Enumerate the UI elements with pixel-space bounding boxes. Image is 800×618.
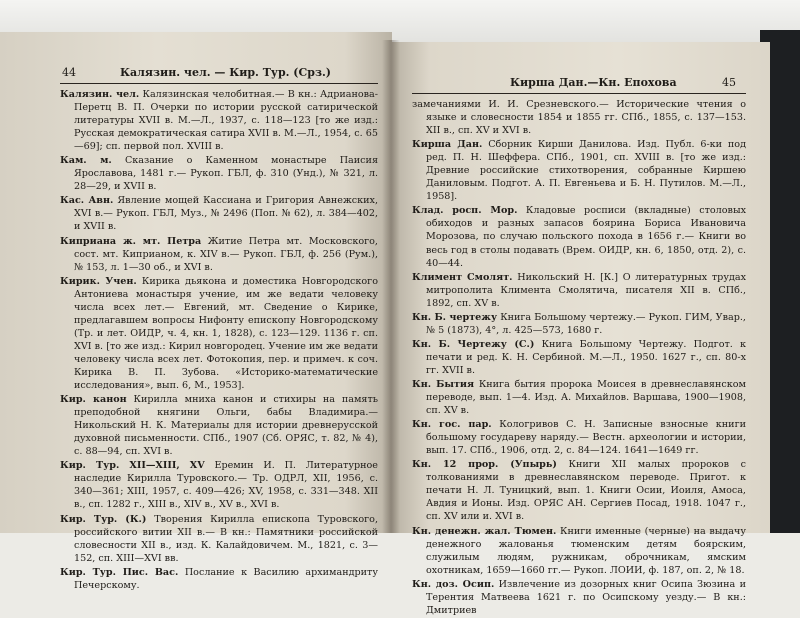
entry-abbreviation: Кн. Б. Чертежу (С.) [412,338,535,350]
bibliography-entry [60,393,378,458]
bibliography-entry [412,418,746,457]
entry-text: замечаниями И. И. Срезневского.— Исторические чтения о языке и словесности 1854 и 1855 гг. СПб., 1855, с. 137—153. XII в., сп. XV и XVI в. [412,99,746,137]
entry-text: Еремин И. П. Литературное наследие Кирилла Туровского.— Тр. ОДРЛ, XII, 1956, с. 340—361; XIII, 1957, с. 409—426; XV, 1958, с. 331—348. XII в., сп. 1282 г., XIII в., XIV в., XV в., XVI в. [74,460,378,511]
right-page-body [412,98,746,618]
entry-abbreviation: Кир. Тур. (К.) [60,513,147,525]
right-header-rule [412,93,746,94]
bibliography-entry [412,138,746,203]
right-running-head: Кирша Дан.—Кн. Епохова [510,76,677,89]
entry-text: Кологривов С. Н. Записные взносные книги большому государеву наряду.— Вестн. археологии и истории, вып. 17. СПб., 1906, отд. 2, с. 84—124. 1641—1649 гг. [426,419,746,457]
entry-text: Сборник Кирши Данилова. Изд. Публ. 6-ки под ред. П. Н. Шеффера. СПб., 1901, сп. XVIII в. [то же изд.: Древние российские стихотворения, собранные Киршею Даниловым. Подгот. А. П. Евгеньева и Б. Н. Путилов. М.—Л., 1958]. [426,139,746,203]
entry-text: Извлечение из дозорных книг Осипа Зюзина и Терентия Матвеева 1621 г. по Осипскому уезду.— В кн.: Дмитриев [426,578,746,616]
entry-abbreviation: Киприана ж. мт. Петра [60,235,202,247]
entry-text: Явление мощей Кассиана и Григория Авнежских, XVI в.— Рукоп. ГБЛ, Муз., № 2496 (Поп. № 62), л. 384—402, и XVII в. [74,195,378,233]
bibliography-entry [412,578,746,617]
bibliography-entry [412,378,746,417]
right-page [392,42,770,616]
bibliography-entry [60,154,378,193]
entry-text: Кирилла мниха канон и стихиры на память преподобной княгини Ольги, бабы Владимира.— Никольский Н. К. Материалы для истории древнерусской духовной письменности. СПб., 1907 (Сб. ОРЯС, т. 82, № 4), с. 88—94, сп. XVI в. [74,394,378,458]
right-page-number: 45 [722,76,736,89]
entry-abbreviation: Кн. Б. чертежу [412,311,498,323]
entry-text: Книги XII малых пророков с толкованиями в древнеславянском переводе. Пригот. к печати Н. Л. Туницкий, вып. 1. Книги Осии, Иоиля, Амоса, Авдия и Ионы. Изд. ОРЯС АН. Сергиев Посад, 1918. 1047 г., сп. XV или и. XVI в. [426,459,746,523]
bibliography-entry [60,459,378,511]
entry-text: Книги именные (черные) на выдачу денежного жалованья тюменским детям боярским, служилым людям, ружникам, оброчникам, ямским охотникам, 1659—1660 гг.— Рукоп. ЛОИИ, ф. 187, оп. 2, № 18. [426,525,746,576]
bibliography-entry [60,566,378,592]
entry-abbreviation: Климент Смолят. [412,271,513,283]
entry-text: Творения Кирилла епископа Туровского, российского витии XII в.— В кн.: Памятники российской словесности XII в., изд. К. Калайдовичем. М., 1821, с. 3—152, сп. XIII—XVI вв. [74,513,378,564]
entry-text: Книга бытия пророка Моисея в древнеславянском переводе, вып. 1—4. Изд. А. Михайлов. Варшава, 1900—1908, сп. XV в. [426,378,746,417]
entry-abbreviation: Калязин. чел. [60,89,140,100]
entry-abbreviation: Кир. Тур. Пис. Вас. [60,566,179,578]
entry-text: Калязинская челобитная.— В кн.: Адрианова-Перетц В. П. Очерки по истории русской сатирической литературы XVII в. М.—Л., 1937, с. 118—123 [то же изд.: Русская демократическая сатира XVII в. М.—Л., 1954, с. 65—69]; сп. первой пол. XVIII в. [74,89,378,153]
bibliography-entry [60,513,378,565]
bibliography-entry [412,98,746,137]
bibliography-entry [60,275,378,392]
entry-text: Житие Петра мт. Московского, сост. мт. Киприаном, к. XIV в.— Рукоп. ГБЛ, ф. 256 (Рум.), № 153, л. 1—30 об., и XVI в. [74,235,378,273]
bibliography-entry [412,271,746,310]
entry-abbreviation: Кирик. Учен. [60,275,137,287]
entry-abbreviation: Кн. Бытия [412,378,475,390]
book-gutter-shadow [382,40,400,533]
entry-abbreviation: Кн. доз. Осип. [412,578,495,590]
entry-text: Кладовые росписи (вкладные) столовых обиходов и разных запасов боярина Бориса Ивановича Морозова, по случаю польского похода в 1656 г.— Книги во весь год в столы подавать (Врем. ОИДР, кн. 6, 1850, отд. 2), с. 40—44. [426,205,746,269]
bibliography-entry [60,235,378,274]
left-header-rule [60,83,378,84]
entry-text: Сказание о Каменном монастыре Паисия Ярославова, 1481 г.— Рукоп. ГБЛ, ф. 310 (Унд.), № 321, л. 28—29, и XVII в. [74,155,378,193]
entry-text: Никольский Н. [К.] О литературных трудах митрополита Климента Смолятича, писателя XII в. СПб., 1892, сп. XV в. [426,271,747,309]
entry-text: Книга Большому Чертежу. Подгот. к печати и ред. К. Н. Сербиной. М.—Л., 1950. 1627 г., сп. 80-х гг. XVII в. [426,338,746,376]
right-page-header [414,76,744,92]
bibliography-entry [412,458,746,523]
left-running-head: Калязин. чел. — Кир. Тур. (Срз.) [120,66,331,79]
entry-abbreviation: Кир. Тур. XII—XIII, XV [60,460,205,472]
left-page-body [60,88,378,593]
entry-abbreviation: Кн. гос. пар. [412,419,492,431]
entry-text: Послание к Василию архимандриту Печерскому. [74,566,378,591]
left-page-number: 44 [62,66,76,79]
entry-abbreviation: Кн. 12 прор. (Упырь) [412,459,557,471]
bibliography-entry [412,338,746,377]
entry-text: Книга Большому чертежу.— Рукоп. ГИМ, Увар., № 5 (1873), 4°, л. 425—573, 1680 г. [426,311,746,336]
bibliography-entry [412,525,746,577]
entry-abbreviation: Клад. росп. Мор. [412,205,518,217]
bibliography-entry [60,194,378,233]
entry-abbreviation: Кн. денежн. жал. Тюмен. [412,525,557,537]
entry-abbreviation: Кир. канон [60,394,127,406]
bibliography-entry [412,311,746,337]
left-page [0,32,392,591]
entry-abbreviation: Кам. м. [60,155,112,167]
left-page-header [62,66,372,82]
bibliography-entry [60,88,378,153]
entry-text: Кирика дьякона и доместика Новгородского Антониева монастыря учение, им же ведати человеку числа всех лет.— Евгений, мт. Сведение о Кирике, предлагавшем вопросы Нифонту епископу Новгородскому (Тр. и лет. ОИДР, ч. 4, кн. 1, 1828), с. 123—129. 1136 г. сп. XVI в. [то же изд.: Кирил новгородец. Учение им же ведати человеку числа всех лет. Фотокопия, пер. и примеч. к соч. Кирика В. П. Зубова. «Историко-математические исследования», вып. 6, М., 1953]. [74,275,378,392]
bibliography-entry [412,204,746,269]
entry-abbreviation: Кирша Дан. [412,139,483,151]
entry-abbreviation: Кас. Авн. [60,195,114,207]
